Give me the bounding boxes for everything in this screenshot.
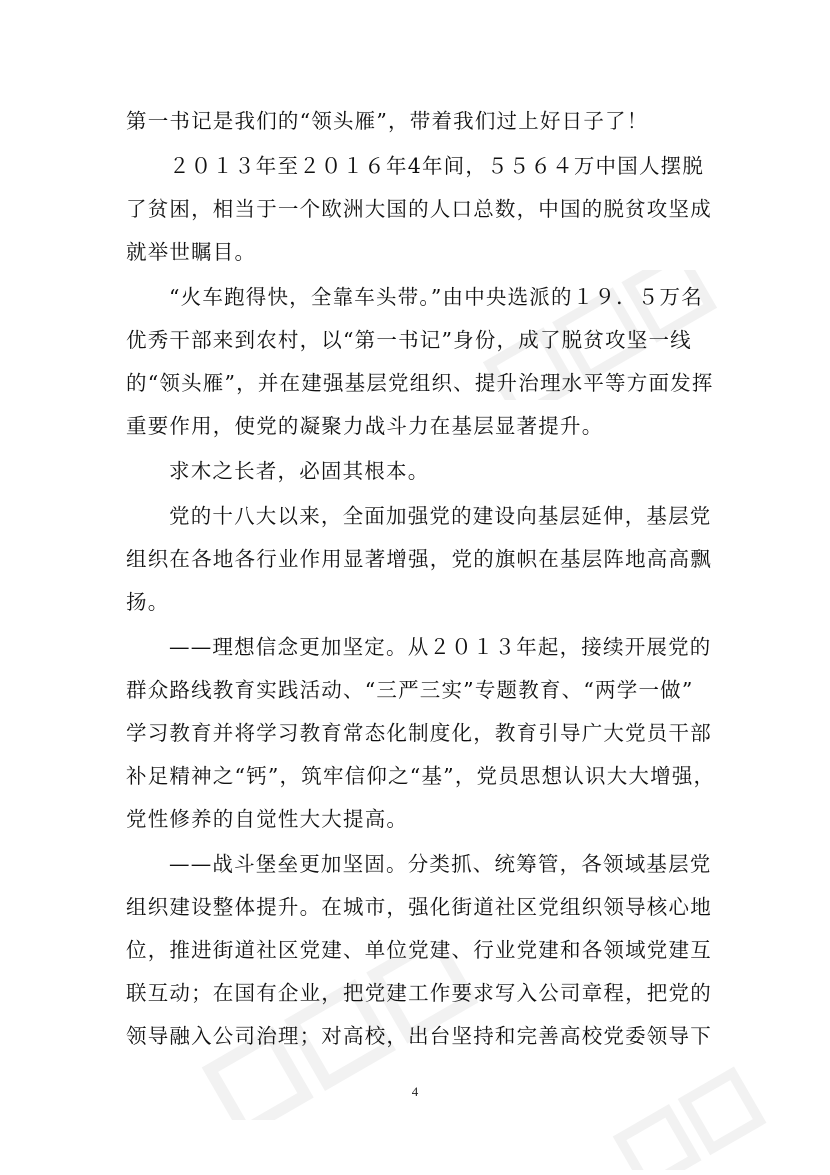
body-text xyxy=(126,100,716,1060)
text-line: ——理想信念更加坚定。从２０１３年起，接续开展党的 xyxy=(169,635,712,659)
text-line: ——战斗堡垒更加坚固。分类抓、统筹管，各领域基层党 xyxy=(169,852,712,876)
text-line: 重要作用，使党的凝聚力战斗力在基层显著提升。 xyxy=(126,414,604,438)
paragraph-2 xyxy=(126,145,716,274)
text-line: 扬。 xyxy=(126,590,170,614)
text-line: 组织在各地各行业作用显著增强，党的旗帜在基层阵地高高飘 xyxy=(126,547,712,571)
text-line: 领导融入公司治理；对高校，出台坚持和完善高校党委领导下 xyxy=(126,1024,712,1048)
page-number: 4 xyxy=(411,1084,419,1099)
text-line: 群众路线教育实践活动、“三严三实”专题教育、“两学一做” xyxy=(126,678,694,702)
text-line: 求木之长者，必固其根本。 xyxy=(169,459,430,483)
text-line: 组织建设整体提升。在城市，强化街道社区党组织领导核心地 xyxy=(126,895,712,919)
text-line: 党性修养的自觉性大大提高。 xyxy=(126,807,409,831)
paragraph-7 xyxy=(126,843,716,1058)
paragraph-1 xyxy=(126,100,716,143)
text-line: 补足精神之“钙”，筑牢信仰之“基”，党员思想认识大大增强， xyxy=(126,764,716,788)
text-line: 了贫困，相当于一个欧洲大国的人口总数，中国的脱贫攻坚成 xyxy=(126,197,712,221)
paragraph-6 xyxy=(126,626,716,841)
text-line: 学习教育并将学习教育常态化制度化，教育引导广大党员干部 xyxy=(126,721,712,745)
text-line: 就举世瞩目。 xyxy=(126,240,257,264)
text-line: “火车跑得快，全靠车头带。”由中央选派的１９．５万名 xyxy=(169,285,703,309)
text-line: 位，推进街道社区党建、单位党建、行业党建和各领域党建互 xyxy=(126,938,712,962)
paragraph-5 xyxy=(126,495,716,624)
text-line: 的“领头雁”，并在建强基层党组织、提升治理水平等方面发挥 xyxy=(126,371,714,395)
paragraph-3 xyxy=(126,276,716,448)
text-line: 党的十八大以来，全面加强党的建设向基层延伸，基层党 xyxy=(169,504,712,528)
text-line: ２０１３年至２０１６年4年间，５５６４万中国人摆脱 xyxy=(169,154,705,178)
paragraph-4 xyxy=(126,450,716,493)
text-line: 第一书记是我们的“领头雁”，带着我们过上好日子了！ xyxy=(126,109,649,133)
watermark-mark-3 xyxy=(600,1060,820,1170)
text-line: 优秀干部来到农村，以“第一书记”身份，成了脱贫攻坚一线 xyxy=(126,328,692,352)
text-line: 联互动；在国有企业，把党建工作要求写入公司章程，把党的 xyxy=(126,981,712,1005)
